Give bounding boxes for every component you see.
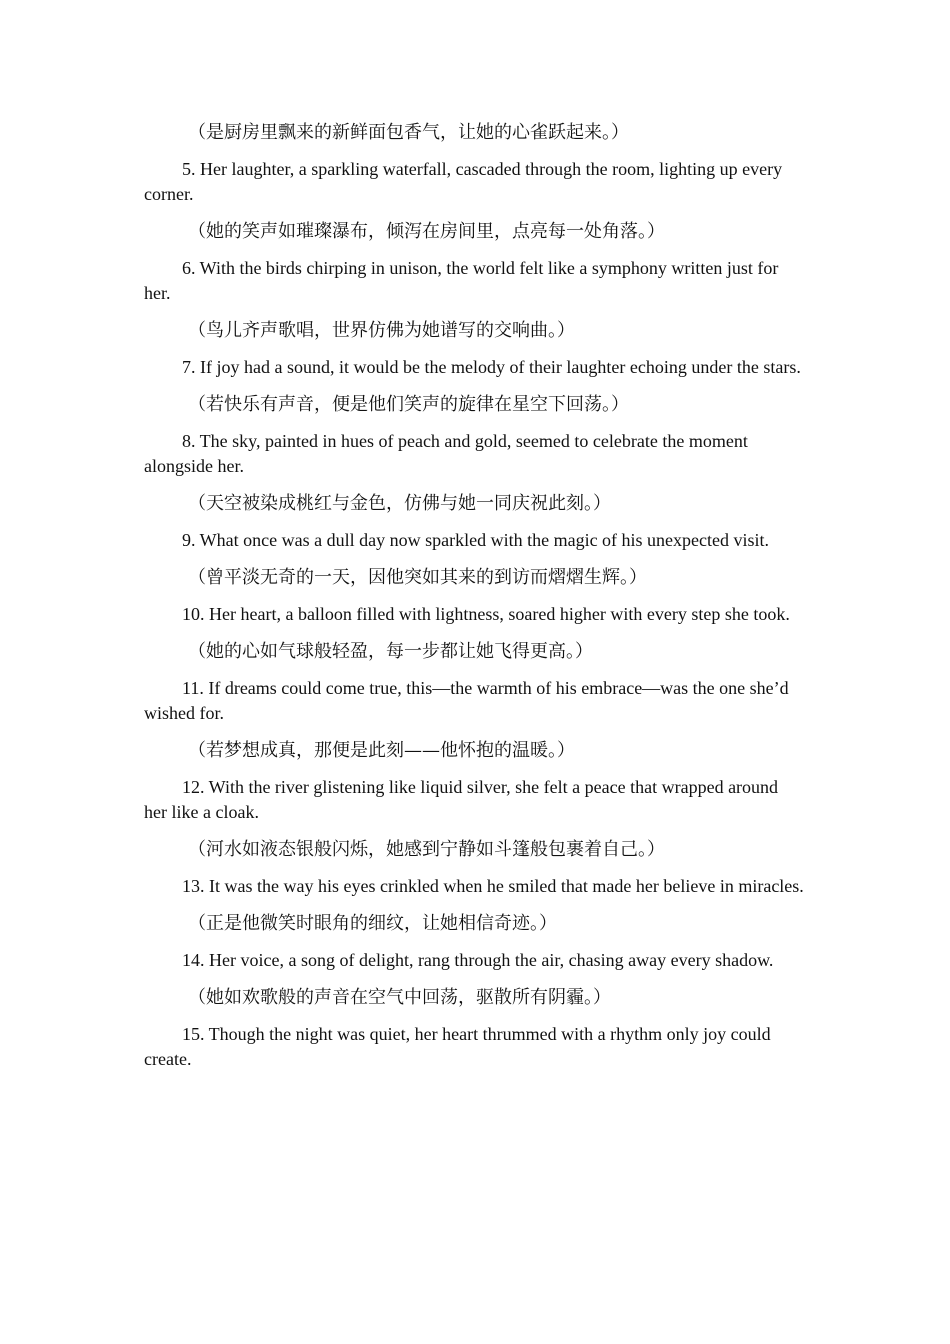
translation-paragraph: （是厨房里飘来的新鲜面包香气，让她的心雀跃起来。） bbox=[188, 122, 629, 143]
sentence-paragraph: 5. Her laughter, a sparkling waterfall, cascaded through the room, lighting up every corner. bbox=[144, 159, 783, 204]
sentence-paragraph: 14. Her voice, a song of delight, rang through the air, chasing away every shadow. bbox=[182, 950, 774, 970]
sentence-paragraph: 10. Her heart, a balloon filled with lightness, soared higher with every step she took. bbox=[182, 604, 790, 624]
translation-paragraph: （正是他微笑时眼角的细纹，让她相信奇迹。） bbox=[188, 913, 557, 934]
translation-paragraph: （她的笑声如璀璨瀑布，倾泻在房间里，点亮每一处角落。） bbox=[188, 221, 665, 242]
sentence-paragraph: 7. If joy had a sound, it would be the melody of their laughter echoing under the stars. bbox=[182, 357, 801, 377]
translation-paragraph: （她如欢歌般的声音在空气中回荡，驱散所有阴霾。） bbox=[188, 987, 611, 1008]
sentence-paragraph: 11. If dreams could come true, this—the warmth of his embrace—was the one she’d wished for. bbox=[144, 678, 789, 723]
document-body bbox=[144, 120, 804, 1084]
sentence-paragraph: 12. With the river glistening like liquid silver, she felt a peace that wrapped around her like a cloak. bbox=[144, 777, 779, 822]
translation-paragraph: （曾平淡无奇的一天，因他突如其来的到访而熠熠生辉。） bbox=[188, 567, 647, 588]
translation-paragraph: （若快乐有声音，便是他们笑声的旋律在星空下回荡。） bbox=[188, 394, 629, 415]
translation-paragraph: （鸟儿齐声歌唱，世界仿佛为她谱写的交响曲。） bbox=[188, 320, 575, 341]
sentence-paragraph: 13. It was the way his eyes crinkled when he smiled that made her believe in miracles. bbox=[182, 876, 804, 896]
sentence-paragraph: 15. Though the night was quiet, her heart thrummed with a rhythm only joy could create. bbox=[144, 1024, 771, 1069]
translation-paragraph: （天空被染成桃红与金色，仿佛与她一同庆祝此刻。） bbox=[188, 493, 611, 514]
sentence-paragraph: 9. What once was a dull day now sparkled with the magic of his unexpected visit. bbox=[182, 530, 770, 550]
translation-paragraph: （若梦想成真，那便是此刻——他怀抱的温暖。） bbox=[188, 740, 575, 761]
translation-paragraph: （河水如液态银般闪烁，她感到宁静如斗篷般包裹着自己。） bbox=[188, 839, 665, 860]
sentence-paragraph: 6. With the birds chirping in unison, the world felt like a symphony written just for her. bbox=[144, 258, 779, 303]
sentence-paragraph: 8. The sky, painted in hues of peach and gold, seemed to celebrate the moment alongside her. bbox=[144, 431, 748, 476]
translation-paragraph: （她的心如气球般轻盈，每一步都让她飞得更高。） bbox=[188, 641, 593, 662]
